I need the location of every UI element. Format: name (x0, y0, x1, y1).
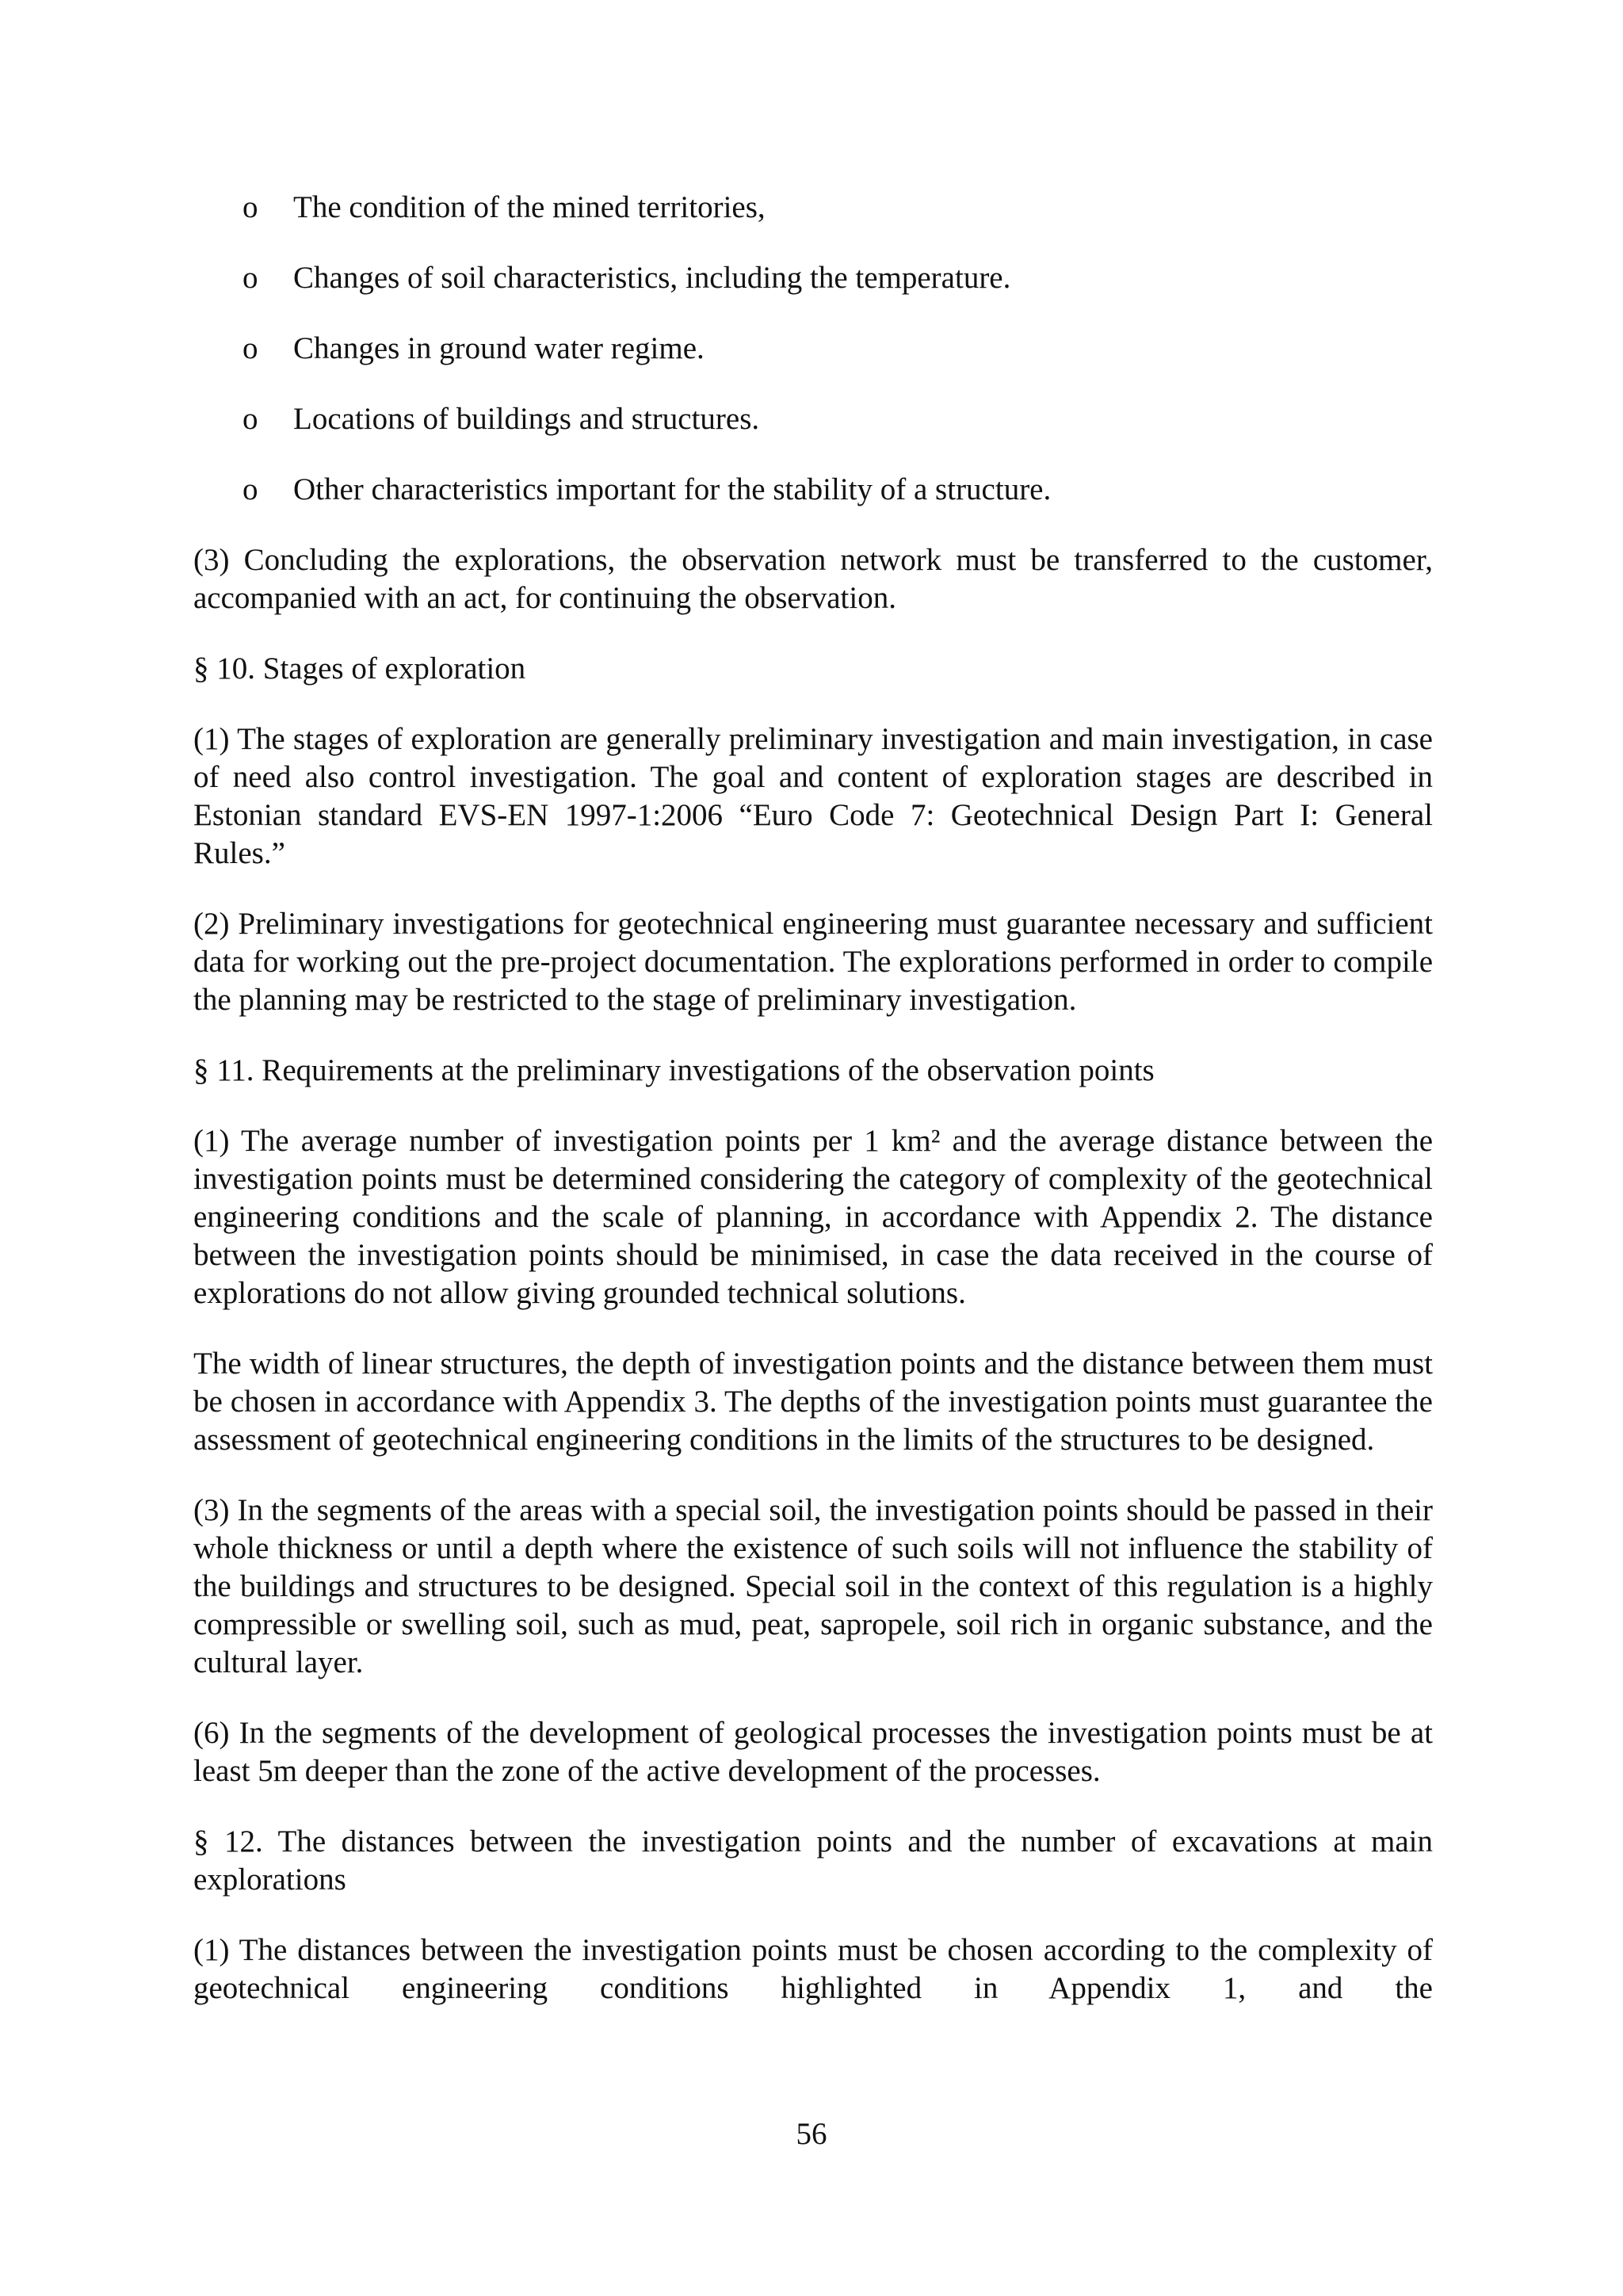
paragraph-11-3: (3) In the segments of the areas with a special soil, the investigation points should be passed in their whole thickness or until a depth where the existence of such soils will not influence the stability of the buildings and structures to be designed. Special soil in the context of this regulation is a highly compressible or swelling soil, such as mud, peat, sapropele, soil rich in organic substance, and the cultural layer. (193, 1493, 1433, 1679)
paragraph-10-2: (2) Preliminary investigations for geotechnical engineering must guarantee necessary and sufficient data for working out the pre-project documentation. The explorations performed in order to compile the planning may be restricted to the stage of preliminary investigation. (193, 907, 1433, 1017)
section-heading-10: § 10. Stages of exploration (193, 651, 526, 686)
list-item (193, 471, 1433, 509)
bullet-marker: o (242, 472, 258, 506)
list-item-text: Other characteristics important for the stability of a structure. (293, 472, 1052, 506)
section-heading-12: § 12. The distances between the investigation points and the number of excavations at main explorations (193, 1824, 1433, 1897)
list-item-text: Changes in ground water regime. (293, 331, 705, 365)
paragraph-11-1: (1) The average number of investigation points per 1 km² and the average distance between the investigation points must be determined considering the category of complexity of the geotechnical engineering conditions and the scale of planning, in accordance with Appendix 2. The distance between the investigation points should be minimised, in case the data received in the course of explorations do not allow giving grounded technical solutions. (193, 1124, 1433, 1310)
list-item-text: Locations of buildings and structures. (293, 402, 760, 436)
list-item-text: The condition of the mined territories, (293, 190, 766, 224)
page-number: 56 (796, 2117, 827, 2151)
bullet-marker: o (242, 331, 258, 365)
paragraph-10-1: (1) The stages of exploration are generally preliminary investigation and main investigation, in case of need also control investigation. The goal and content of exploration stages are described in Estonian standard EVS-EN 1997-1:2006 “Euro Code 7: Geotechnical Design Part I: General Rules.” (193, 722, 1433, 870)
paragraph-12-1: (1) The distances between the investigation points must be chosen according to the complexity of geotechnical engineering conditions highlighted in Appendix 1, and the (193, 1933, 1433, 2005)
paragraph-11-2: The width of linear structures, the depth of investigation points and the distance between them must be chosen in accordance with Appendix 3. The depths of the investigation points must guarantee the assessment of geotechnical engineering conditions in the limits of the structures to be designed. (193, 1347, 1433, 1457)
list-item-text: Changes of soil characteristics, including the temperature. (293, 261, 1011, 295)
section-heading-11: § 11. Requirements at the preliminary investigations of the observation points (193, 1053, 1155, 1087)
list-item (193, 400, 1433, 438)
list-item (193, 259, 1433, 297)
paragraph-11-6: (6) In the segments of the development of geological processes the investigation points must be at least 5m deeper than the zone of the active development of the processes. (193, 1716, 1433, 1788)
bullet-marker: o (242, 261, 258, 295)
list-item (193, 330, 1433, 368)
bullet-marker: o (242, 190, 258, 224)
page-content (193, 189, 1433, 2040)
observation-items-list (193, 189, 1433, 509)
paragraph-9-3: (3) Concluding the explorations, the observation network must be transferred to the customer, accompanied with an act, for continuing the observation. (193, 543, 1433, 615)
bullet-marker: o (242, 402, 258, 436)
list-item (193, 189, 1433, 227)
